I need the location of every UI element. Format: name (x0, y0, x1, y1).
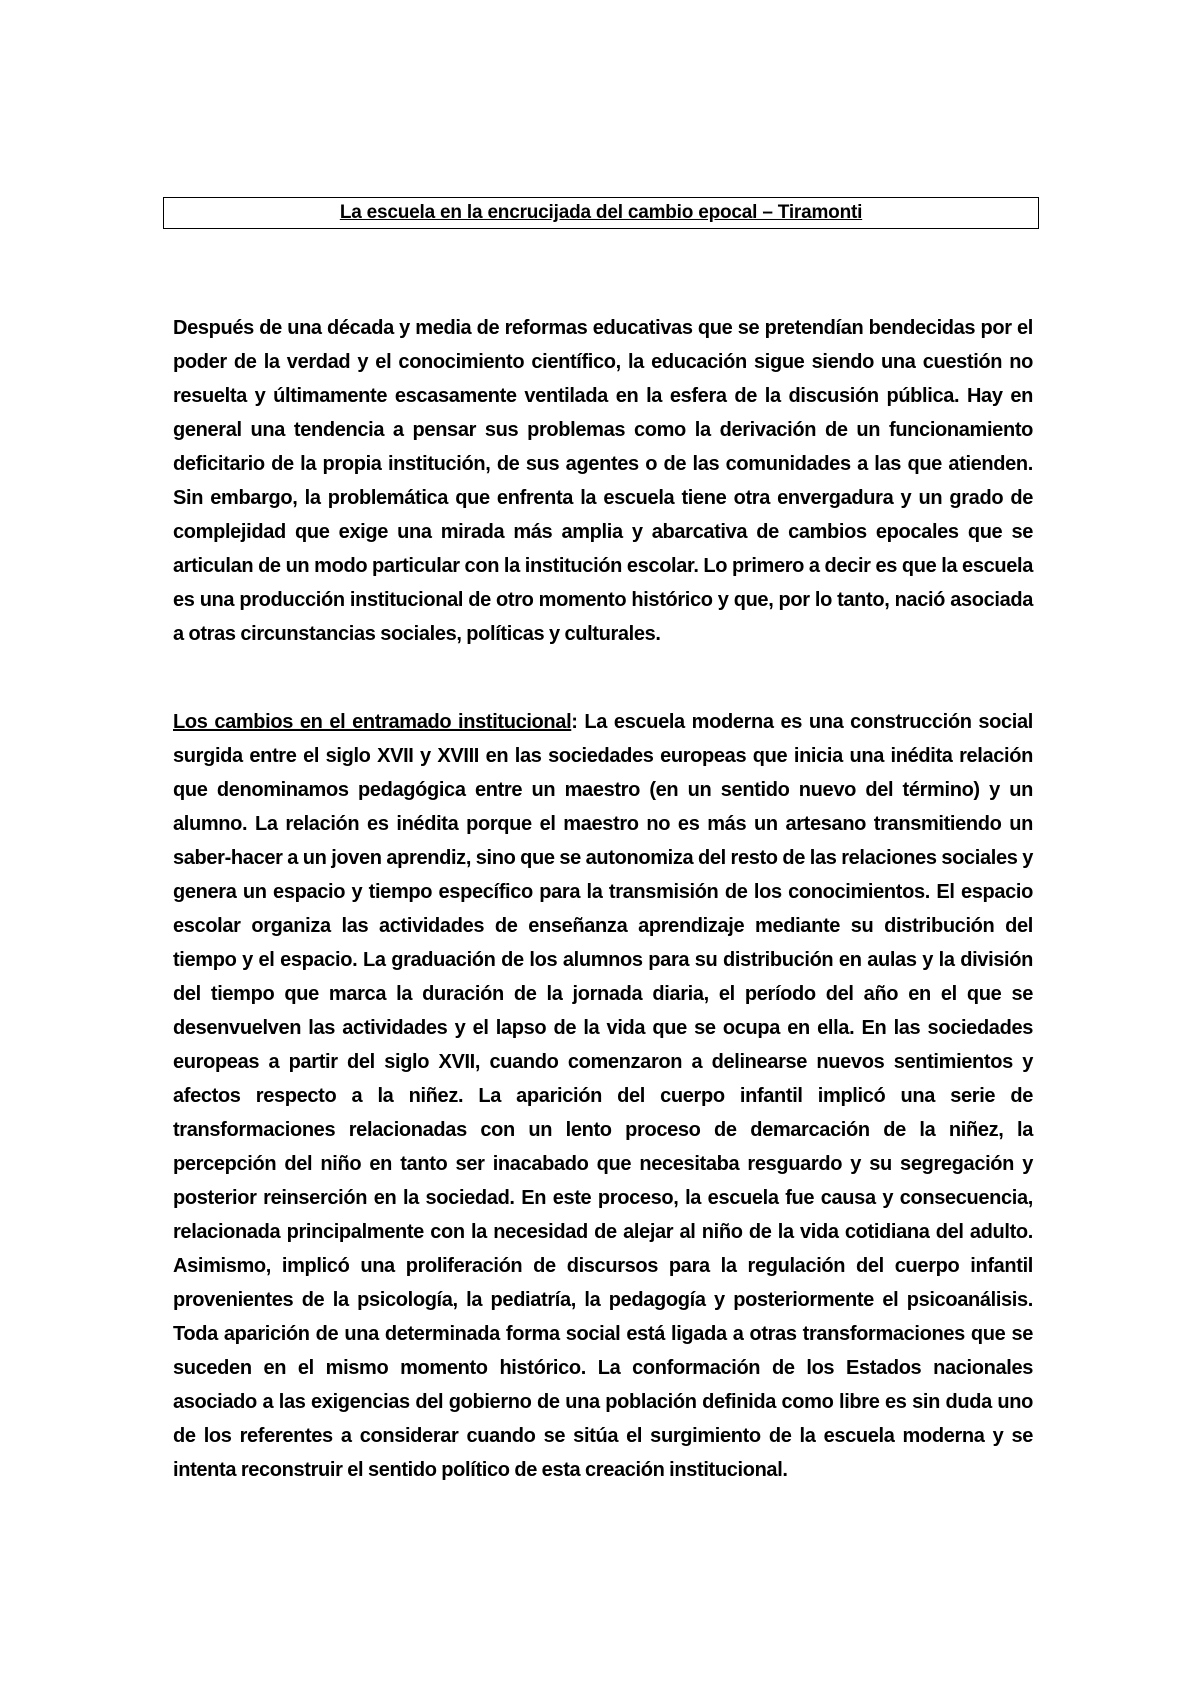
paragraph-institutional-changes (173, 705, 1033, 1487)
document-title: La escuela en la encrucijada del cambio epocal – Tiramonti (339, 202, 863, 223)
paragraph-body: : La escuela moderna es una construcción social surgida entre el siglo XVII y XVIII en las sociedades europeas que inicia una inédita relación que denominamos pedagógica entre un maestro (en un sentido nuevo del término) y un alumno. La relación es inédita porque el maestro no es más un artesano transmitiendo un saber-hacer a un joven aprendiz, sino que se autonomiza del resto de las relaciones sociales y genera un espacio y tiempo específico para la transmisión de los conocimientos. El espacio escolar organiza las actividades de enseñanza aprendizaje mediante su distribución del tiempo y el espacio. La graduación de los alumnos para su distribución en aulas y la división del tiempo que marca la duración de la jornada diaria, el período del año en el que se desenvuelven las actividades y el lapso de la vida que se ocupa en ella. En las sociedades europeas a partir del siglo XVII, cuando comenzaron a delinearse nuevos sentimientos y afectos respecto a la niñez. La aparición del cuerpo infantil implicó una serie de transformaciones relacionadas con un lento proceso de demarcación de la niñez, la percepción del niño en tanto ser inacabado que necesitaba resguardo y su segregación y posterior reinserción en la sociedad. En este proceso, la escuela fue causa y consecuencia, relacionada principalmente con la necesidad de alejar al niño de la vida cotidiana del adulto. Asimismo, implicó una proliferación de discursos para la regulación del cuerpo infantil provenientes de la psicología, la pediatría, la pedagogía y posteriormente el psicoanálisis. Toda aparición de una determinada forma social está ligada a otras transformaciones que se suceden en el mismo momento histórico. La conformación de los Estados nacionales asociado a las exigencias del gobierno de una población definida como libre es sin duda uno de los referentes a considerar cuando se sitúa el surgimiento de la escuela moderna y se intenta reconstruir el sentido político de esta creación institucional. (173, 711, 1033, 1481)
paragraph-intro: Después de una década y media de reformas educativas que se pretendían bendecidas por el poder de la verdad y el conocimiento científico, la educación sigue siendo una cuestión no resuelta y últimamente escasamente ventilada en la esfera de la discusión pública. Hay en general una tendencia a pensar sus problemas como la derivación de un funcionamiento deficitario de la propia institución, de sus agentes o de las comunidades a las que atienden. Sin embargo, la problemática que enfrenta la escuela tiene otra envergadura y un grado de complejidad que exige una mirada más amplia y abarcativa de cambios epocales que se articulan de un modo particular con la institución escolar. Lo primero a decir es que la escuela es una producción institucional de otro momento histórico y que, por lo tanto, nació asociada a otras circunstancias sociales, políticas y culturales. (173, 317, 1033, 645)
title-box (163, 197, 1039, 229)
section-heading: Los cambios en el entramado institucional (173, 711, 572, 733)
